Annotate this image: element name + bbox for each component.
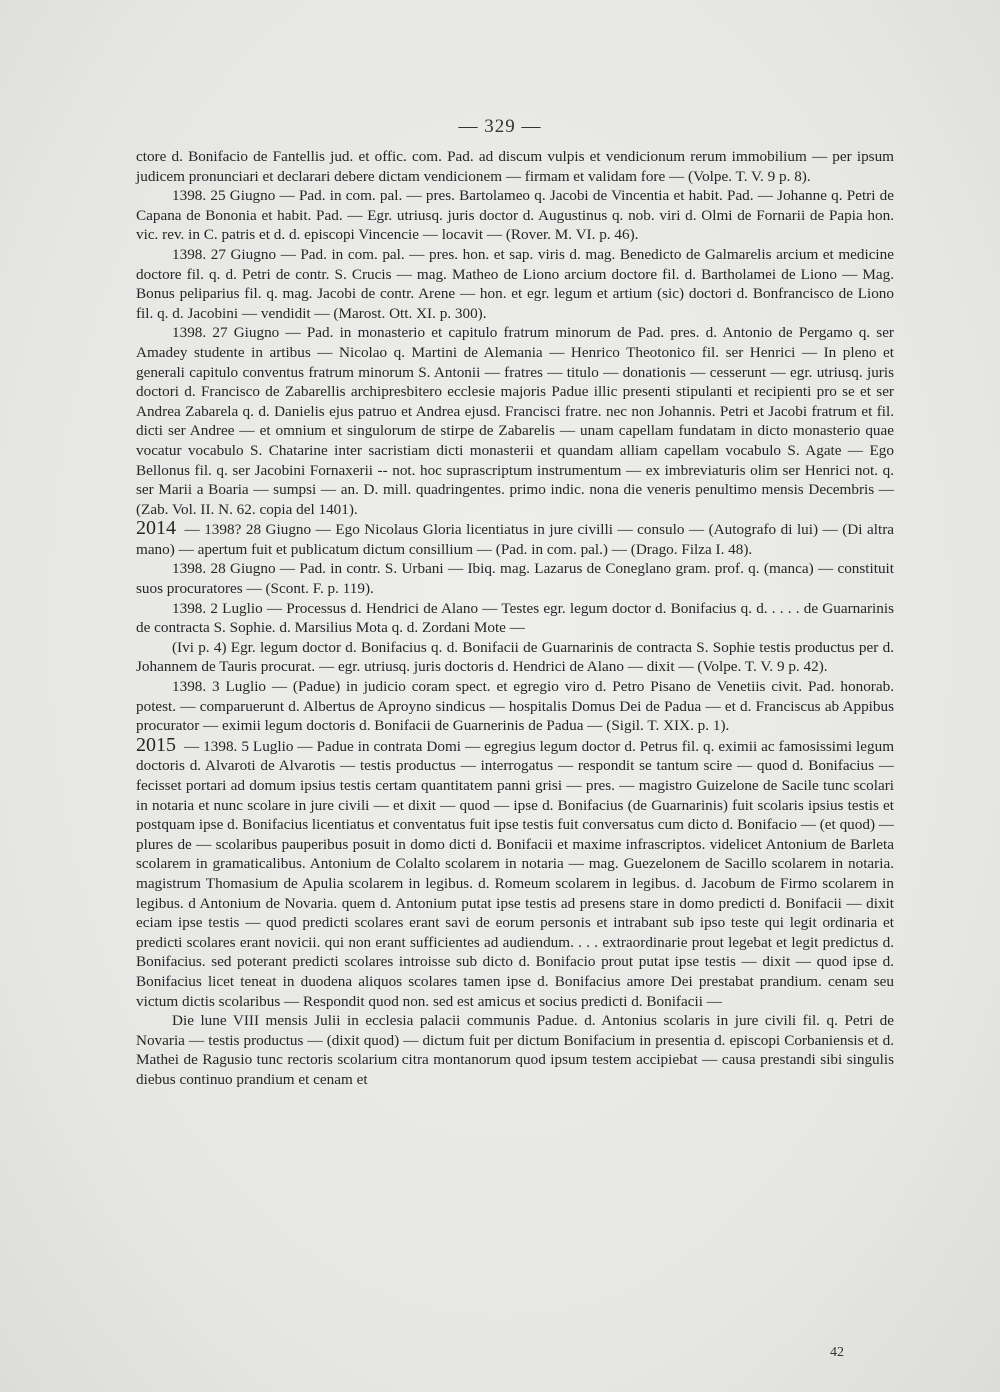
paragraph: (Ivi p. 4) Egr. legum doctor d. Bonifacius q. d. Bonifacii de Guarnarinis de contracta S. Sophie testis productus per d. Johannem de Tauris procurat. — egr. utriusq. juris doctoris d. Hendrici de Alano — dixit — (Volpe. T. V. 9 p. 42). (136, 638, 894, 676)
signature-mark: 42 (830, 1345, 844, 1360)
paragraph: 1398. 25 Giugno — Pad. in com. pal. — pres. Bartolameo q. Jacobi de Vincentia et habit. Pad. — Johanne q. Petri de Capana de Bononia et habit. Pad. — Egr. utriusq. juris doctor d. Augustinus q. nob. viri d. Olmi de Fornarii de Papia hon. vic. rev. in C. patris et d. d. episcopi Vincencie — locavit — (Rover. M. VI. p. 46). (136, 187, 894, 244)
paragraph: ctore d. Bonifacio de Fantellis jud. et offic. com. Pad. ad discum vulpis et vendicionum rerum immobilium — per ipsum judicem pronunciari et declarari debere dictam vendicionem — firmam et validam fore — (Volpe. T. V. 9 p. 8). (136, 148, 894, 185)
paragraph: Die lune VIII mensis Julii in ecclesia palacii communis Padue. d. Antonius scolaris in jure civili fil. q. Petri de Novaria — testis productus — (dixit quod) — dictum fuit per dictum Bonifacium in presentia d. episcopi Corbaniensis et d. Mathei de Ragusio tunc rectoris scolarium citra montanorum quod ipsum testem accipiebat — causa prestandi sibi singulis diebus continuo prandium et cenam et (136, 1012, 894, 1088)
paragraph: — 1398. 5 Luglio — Padue in contrata Domi — egregius legum doctor d. Petrus fil. q. eximii ac famosissimi legum doctoris d. Alvaroti de Alvarotis — testis productus — interrogatus — respondit se tantum scire — quod d. Bonifacius — fecisset portari ad domum ipsius testis certam quantitatem panni grisi — pres. — magistro Guizelone de Sacile tunc scolari in notaria et nunc scolare in jure civili — et dixit — quod — ipse d. Bonifacius (de Guarnarinis) fuit scolaris ipsius testis et postquam ipse d. Bonifacius licentiatus et conventatus fuit ipse testis fuit conversatus cum dicto d. Bonifacio — (et quod) — plures de — scolaribus pauperibus posuit in domo dicti d. Bonifacii et maxime infrascriptos. videlicet Antonium de Barleta scolarem in gramaticalibus. Antonium de Colalto scolarem in notaria — mag. Guezelonem de Sacillo scolarem in notaria. magistrum Thomasium de Apulia scolarem in legibus. d. Romeum scolarem in legibus. d. Jacobum de Firmo scolarem in legibus. d Antonium de Novaria. quem d. Antonium putat ipse testis ad presens stare in domo predicti d. Bonifacii — dixit eciam ipse testis — quod predicti scolares erant savi de eorum personis et intrabant sub ipso teste qui legit ordinaria et predicti scolares erant novicii. qui non erant sufficientes ad audiendum. . . . extraordinarie prout legebat et legit predictus d. Bonifacius. sed poterant predicti scolares introisse sub dicto d. Bonifacio prout putat ipse testis — dixit — quod ipse d. Bonifacius licet teneat in duodena aliquos scolares tamen ipse d. Bonifacius amore Dei prestabat prandium. cenam seu victum dictis scolaribus — Respondit quod non. sed est amicus et socius predicti d. Bonifacii — (136, 737, 895, 1010)
document-entry (136, 733, 895, 1011)
paragraph: 1398. 27 Giugno — Pad. in com. pal. — pres. hon. et sap. viris d. mag. Benedicto de Galmarelis arcium et medicine doctore fil. q. d. Petri de contr. S. Crucis — mag. Matheo de Liono arcium doctore fil. d. Bartholamei de Liono — Mag. Bonus peliparius fil. q. mag. Jacobi de contr. Arene — hon. et egr. legum et artium (sic) doctori d. Bonfrancisco de Liono fil. q. d. Jacobini — vendidit — (Marost. Ott. XI. p. 300). (136, 245, 894, 322)
document-entry (136, 519, 894, 559)
paragraph: 1398. 28 Giugno — Pad. in contr. S. Urbani — Ibiq. mag. Lazarus de Coneglano gram. prof. q. (manca) — constituit suos procuratores — (Scont. F. p. 119). (136, 560, 894, 598)
page-number: — 329 — (458, 116, 542, 137)
document-number: 2015 (136, 733, 176, 756)
paragraph: 1398. 2 Luglio — Processus d. Hendrici de Alano — Testes egr. legum doctor d. Bonifacius q. d. . . . . de Guarnarinis de contracta S. Sophie. d. Marsilius Mota q. d. Zordani Mote — (136, 599, 894, 637)
document-number: 2014 (136, 517, 176, 540)
paragraph: — 1398? 28 Giugno — Ego Nicolaus Gloria licentiatus in jure civilli — consulo — (Autografo di lui) — (Di altra mano) — apertum fuit et publicatum dictum consillium — (Pad. in com. pal.) — (Drago. Filza I. 48). (136, 521, 894, 558)
body-text (136, 147, 894, 1090)
paragraph: 1398. 27 Giugno — Pad. in monasterio et capitulo fratrum minorum de Pad. pres. d. Antonio de Pergamo q. ser Amadey studente in artibus — Nicolao q. Martini de Alemania — Henrico Theotonico fil. ser Henrici — In pleno et generali capitulo conventus fratrum minorum S. Antonii — fratres — titulo — donationis — cesserunt — egr. utriusq. juris doctori d. Francisco de Zabarellis archipresbitero ecclesie majoris Padue illic presenti stipulanti et recipienti pro se et ser Andrea Zabarela q. d. Danielis ejus patruo et Andrea ejusd. Francisci fratre. nec non Johannis. Petri et Jacobi fratrum et fil. dicti ser Andree — et omnium et singulorum de stirpe de Zabarelis — unam capellam fundatam in dicto monasterio quae vocatur vocabulo S. Chatarine inter sacristiam dicti monasterii et quandam alliam capellam vocabulo S. Agate — Ego Bellonus fil. q. ser Jacobini Fornaxerii -- not. hoc suprascriptum instrumentum — ex imbreviaturis olim ser Henrici not. q. ser Marii a Boaria — sumpsi — an. D. mill. quadringentes. primo indic. nona die veneris penultimo mensis Decembris — (Zab. Vol. II. N. 62. copia del 1401). (136, 324, 894, 518)
paragraph: 1398. 3 Luglio — (Padue) in judicio coram spect. et egregio viro d. Petro Pisano de Venetiis civit. Pad. honorab. potest. — comparuerunt d. Albertus de Aproyno sindicus — hospitalis Domus Dei de Padua — et d. Franciscus ab Appibus procurator — eximii legum doctoris d. Bonifacii de Guarnerinis de Padua — (Sigil. T. XIX. p. 1). (136, 678, 894, 735)
